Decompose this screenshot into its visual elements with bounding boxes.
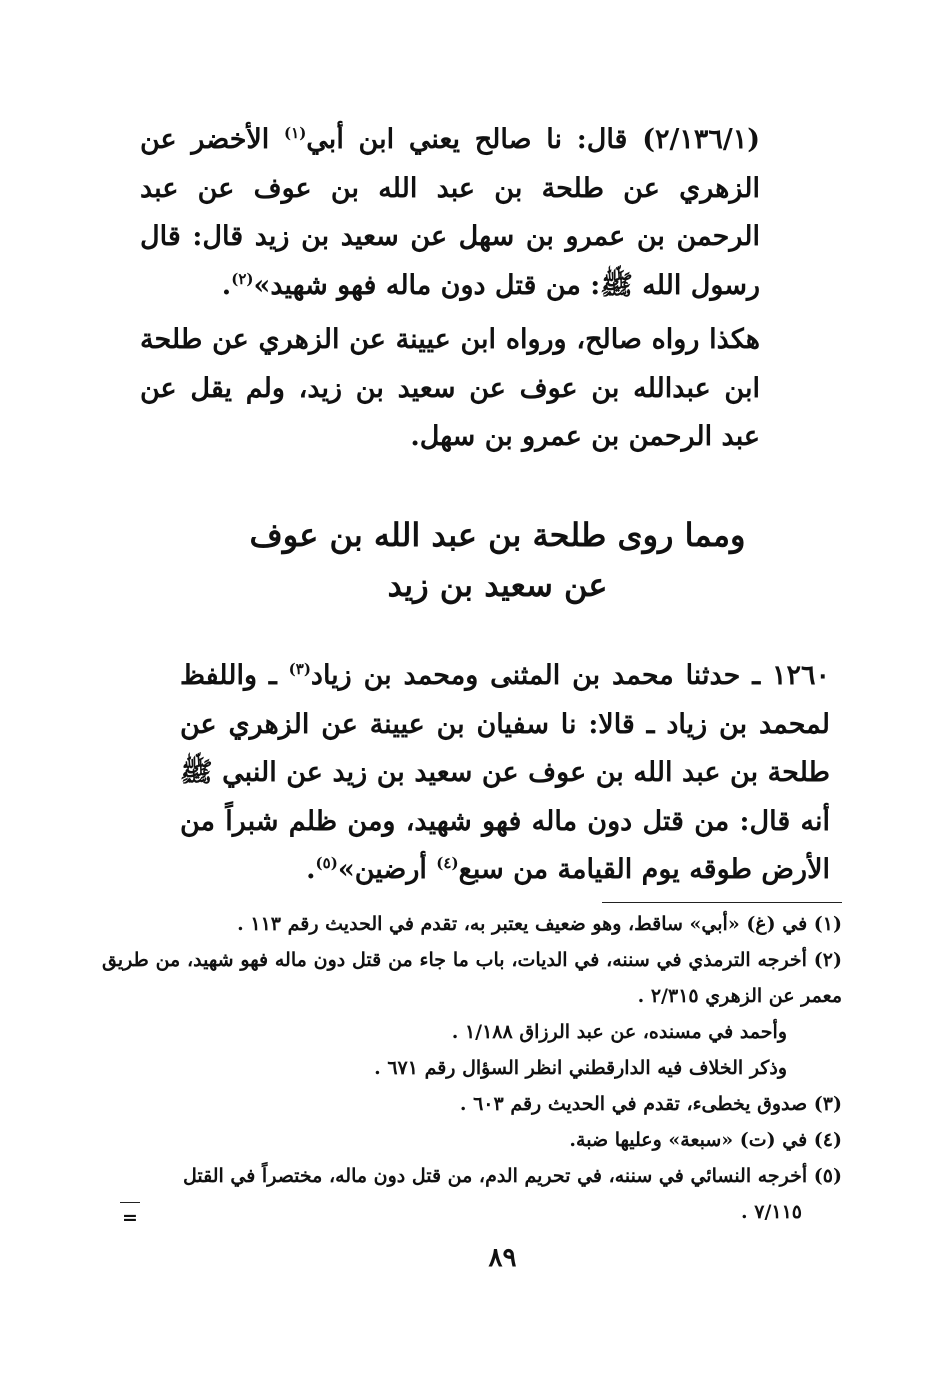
footnotes [102,906,842,1230]
footnote-5-continued: ٧/١١٥ . [741,1201,802,1223]
footnote-3: (٣) صدوق يخطىء، تقدم في الحديث رقم ٦٠٣ . [459,1093,842,1115]
footnote-1: (١) في (غ) «أبي» ساقط، وهو ضعيف يعتبر به، تقدم في الحديث رقم ١١٣ . [237,913,842,935]
footnote-4: (٤) في (ت) «سبعة» وعليها ضبة. [569,1129,842,1151]
footnote-ref-5[interactable]: (٥) [315,854,338,872]
paragraph-1 [140,116,760,310]
footnote-separator [602,902,842,903]
section-heading-line-1: ومما روى طلحة بن عبد الله بن عوف [249,516,746,554]
continuation-bar [120,1202,140,1203]
footnote-2-continued-1: وأحمد في مسنده، عن عبد الرزاق ١/١٨٨ . [451,1021,787,1043]
paragraph-1-text-b: الأخضر عن الزهري عن طلحة بن عبد الله بن عوف عن عبد الرحمن بن عمرو بن سهل عن سعيد بن زيد قال: قال رسول الله ﷺ: من قتل دون ماله فهو شهيد» [140,124,760,301]
page-number: ٨٩ [488,1243,517,1273]
hadith-text-c: أرضين» [337,854,437,885]
footnote-2: (٢) أخرجه الترمذي في سننه، في الديات، باب ما جاء من قتل دون ماله فهو شهيد، من طريق معمر عن الزهري ٢/٣١٥ . [102,949,842,1007]
hadith-text-d: . [306,854,316,885]
continuation-mark [120,1178,140,1233]
footnote-5: (٥) أخرجه النسائي في سننه، في تحريم الدم، من قتل دون ماله، مختصراً في القتل [182,1165,842,1187]
footnote-ref-3[interactable]: (٣) [288,660,311,678]
hadith-number: ١٢٦٠ [771,660,830,691]
footnote-ref-2[interactable]: (٢) [231,269,254,288]
continuation-symbol: = [122,1207,138,1229]
hadith-paragraph [180,652,830,895]
footnote-2-continued-2: وذكر الخلاف فيه الدارقطني انظر السؤال رقم ٦٧١ . [374,1057,787,1079]
paragraph-2: هكذا رواه صالح، ورواه ابن عيينة عن الزهري عن طلحة ابن عبدالله بن عوف عن سعيد بن زيد، ولم يقل عن عبد الرحمن بن عمرو بن سهل. [140,324,760,452]
hadith-text-b: ـ واللفظ لمحمد بن زياد ـ قالا: نا سفيان بن عيينة عن الزهري عن طلحة بن عبد الله بن عوف عن سعيد بن زيد عن النبي ﷺ أنه قال: من قتل دون ماله فهو شهيد، ومن ظلم شبراً من الأرض طوقه يوم القيامة من سبع [180,660,830,885]
section-heading-line-2: عن سعيد بن زيد [387,566,608,604]
footnote-ref-4[interactable]: (٤) [436,854,459,872]
paragraph-1-text-a: (٢/١٣٦/١) قال: نا صالح يعني ابن أبي [306,124,760,155]
footnote-ref-1[interactable]: (١) [284,124,307,142]
paragraph-1-text-c: . [221,269,232,301]
hadith-text-a: ـ حدثنا محمد بن المثنى ومحمد بن زياد [310,660,772,691]
